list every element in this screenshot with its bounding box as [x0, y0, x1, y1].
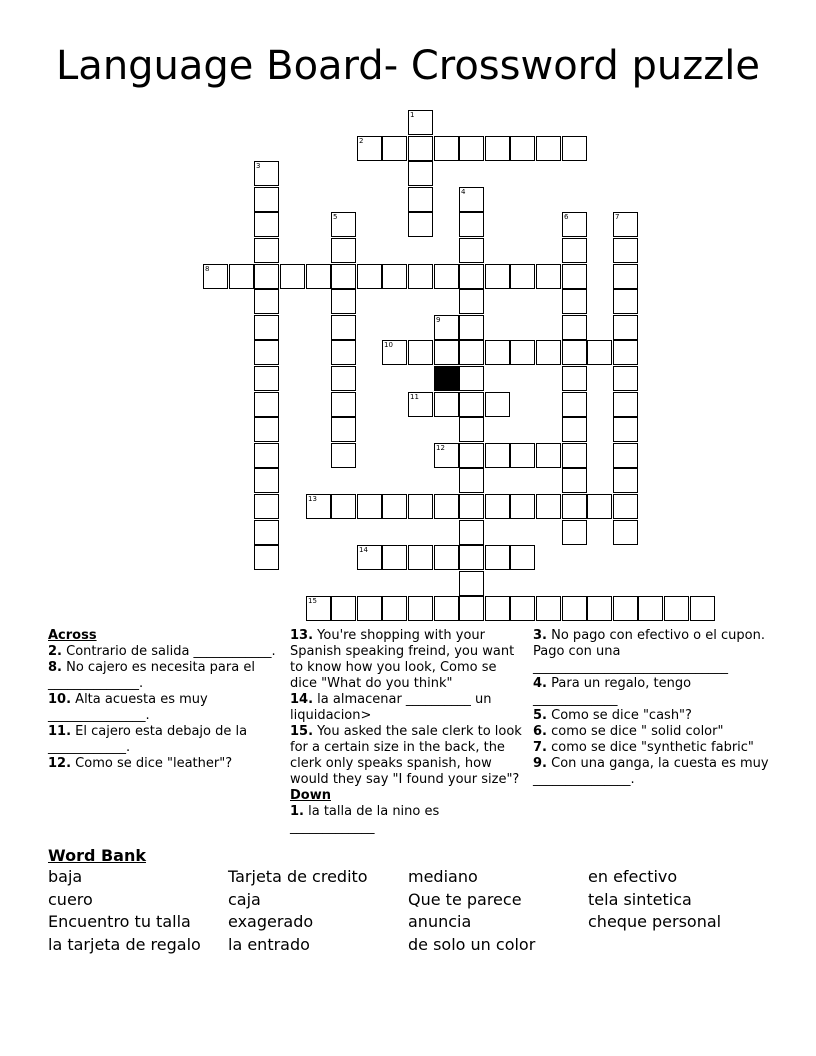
grid-cell[interactable] [459, 340, 484, 365]
clue-down-6: 6. como se dice " solid color" [533, 724, 724, 739]
grid-cell[interactable] [562, 289, 587, 314]
grid-cell[interactable] [459, 264, 484, 289]
grid-cell[interactable] [382, 136, 407, 161]
grid-cell[interactable] [613, 494, 638, 519]
clue-number: 2 [359, 137, 364, 145]
grid-cell[interactable] [331, 417, 356, 442]
clue-number: 7 [615, 213, 620, 221]
clue-number: 6 [564, 213, 569, 221]
clue-number: 11 [410, 393, 419, 401]
grid-cell[interactable] [485, 596, 510, 621]
grid-cell[interactable] [613, 264, 638, 289]
grid-cell[interactable] [408, 494, 433, 519]
grid-cell[interactable] [562, 520, 587, 545]
clue-number: 14 [359, 546, 368, 554]
word-bank-item: Que te parece [408, 889, 522, 909]
word-bank-heading: Word Bank [48, 846, 147, 865]
grid-cell[interactable] [562, 443, 587, 468]
grid-cell[interactable] [510, 443, 535, 468]
grid-cell[interactable] [331, 264, 356, 289]
grid-cell[interactable] [331, 315, 356, 340]
word-bank-item: en efectivo [588, 867, 678, 886]
grid-cell[interactable] [357, 545, 382, 570]
grid-cell[interactable] [510, 596, 535, 621]
word-bank-item: exagerado [228, 912, 314, 932]
grid-cell[interactable] [562, 392, 587, 417]
grid-cell[interactable] [485, 494, 510, 519]
grid-cell[interactable] [331, 289, 356, 314]
grid-cell[interactable] [254, 289, 279, 314]
grid-cell[interactable] [459, 212, 484, 237]
grid-cell[interactable] [254, 212, 279, 237]
clue-across-8: 8. No cajero es necesita para el ______________. [48, 660, 255, 691]
grid-cell[interactable] [613, 417, 638, 442]
grid-cell[interactable] [536, 136, 561, 161]
grid-cell[interactable] [562, 212, 587, 237]
clue-number: 5 [333, 213, 338, 221]
grid-cell[interactable] [562, 264, 587, 289]
grid-cell[interactable] [408, 545, 433, 570]
grid-cell[interactable] [357, 494, 382, 519]
clue-down-5: 5. Como se dice "cash"? [533, 708, 692, 723]
grid-cell[interactable] [331, 366, 356, 391]
grid-cell[interactable] [408, 340, 433, 365]
grid-cell[interactable] [254, 520, 279, 545]
grid-cell[interactable] [382, 596, 407, 621]
clue-number: 15 [308, 597, 317, 605]
grid-cell[interactable] [254, 161, 279, 186]
word-bank-item: cuero [48, 889, 93, 909]
grid-cell[interactable] [459, 571, 484, 596]
grid-cell[interactable] [536, 264, 561, 289]
word-bank-item: tela sintetica [588, 889, 692, 909]
grid-cell[interactable] [562, 340, 587, 365]
grid-cell[interactable] [459, 187, 484, 212]
grid-cell[interactable] [459, 443, 484, 468]
word-bank-column [588, 866, 721, 934]
grid-cell[interactable] [357, 136, 382, 161]
grid-cell[interactable] [587, 596, 612, 621]
word-bank-item: de solo un color [408, 935, 536, 955]
grid-cell[interactable] [459, 417, 484, 442]
grid-cell[interactable] [254, 366, 279, 391]
grid-cell[interactable] [485, 443, 510, 468]
grid-cell[interactable] [562, 136, 587, 161]
grid-cell[interactable] [434, 596, 459, 621]
grid-cell[interactable] [357, 596, 382, 621]
grid-cell[interactable] [408, 264, 433, 289]
grid-cell[interactable] [562, 315, 587, 340]
word-bank-item: baja [48, 867, 83, 886]
grid-cell[interactable] [408, 596, 433, 621]
clue-number: 3 [256, 162, 261, 170]
grid-cell[interactable] [280, 264, 305, 289]
word-bank-item: anuncia [408, 912, 472, 932]
grid-cell[interactable] [459, 596, 484, 621]
grid-cell[interactable] [613, 366, 638, 391]
clues-column-1 [48, 628, 276, 772]
grid-cell[interactable] [510, 264, 535, 289]
clue-down-7: 7. como se dice "synthetic fabric" [533, 740, 754, 755]
clue-down-1: 1. la talla de la nino es _____________ [290, 804, 440, 835]
grid-cell[interactable] [434, 136, 459, 161]
clue-across-14: 14. la almacenar __________ un liquidacion> [290, 692, 492, 723]
across-heading: Across [48, 628, 97, 643]
grid-cell[interactable] [434, 443, 459, 468]
grid-cell[interactable] [203, 264, 228, 289]
grid-cell[interactable] [382, 494, 407, 519]
grid-cell[interactable] [408, 392, 433, 417]
word-bank-item: la entrado [228, 935, 310, 955]
grid-cell[interactable] [613, 340, 638, 365]
grid-cell[interactable] [459, 315, 484, 340]
grid-cell[interactable] [562, 417, 587, 442]
down-heading: Down [290, 788, 331, 803]
grid-cell[interactable] [382, 545, 407, 570]
grid-cell[interactable] [536, 340, 561, 365]
grid-cell[interactable] [485, 340, 510, 365]
grid-cell[interactable] [562, 596, 587, 621]
grid-cell[interactable] [306, 494, 331, 519]
grid-cell[interactable] [485, 545, 510, 570]
clue-number: 12 [436, 444, 445, 452]
grid-cell[interactable] [331, 340, 356, 365]
grid-cell[interactable] [613, 596, 638, 621]
grid-cell[interactable] [613, 212, 638, 237]
grid-cell[interactable] [434, 340, 459, 365]
grid-cell[interactable] [613, 392, 638, 417]
grid-cell[interactable] [510, 494, 535, 519]
word-bank-item: Encuentro tu talla [48, 912, 191, 932]
grid-cell[interactable] [459, 520, 484, 545]
word-bank-item: Tarjeta de credito [228, 867, 368, 886]
clues-column-2 [290, 628, 526, 836]
grid-cell[interactable] [690, 596, 715, 621]
grid-cell[interactable] [331, 443, 356, 468]
grid-cell[interactable] [613, 289, 638, 314]
grid-cell[interactable] [613, 520, 638, 545]
grid-cell[interactable] [536, 494, 561, 519]
grid-cell[interactable] [254, 264, 279, 289]
grid-cell[interactable] [587, 494, 612, 519]
clue-number: 1 [410, 111, 415, 119]
clue-number: 4 [461, 188, 466, 196]
page-title: Language Board- Crossword puzzle [56, 43, 760, 89]
grid-cell[interactable] [562, 468, 587, 493]
word-bank-item: cheque personal [588, 912, 722, 932]
clue-number: 8 [205, 265, 210, 273]
grid-cell[interactable] [459, 494, 484, 519]
grid-cell[interactable] [254, 340, 279, 365]
grid-cell[interactable] [459, 366, 484, 391]
grid-cell[interactable] [613, 238, 638, 263]
clue-number: 13 [308, 495, 317, 503]
grid-cell[interactable] [459, 468, 484, 493]
grid-cell[interactable] [510, 136, 535, 161]
grid-cell[interactable] [510, 545, 535, 570]
grid-cell[interactable] [357, 264, 382, 289]
grid-cell[interactable] [459, 136, 484, 161]
grid-cell[interactable] [408, 110, 433, 135]
clue-down-3: 3. No pago con efectivo o el cupon. Pago con una ______________________________ [533, 628, 765, 675]
grid-cell[interactable] [562, 238, 587, 263]
grid-cell[interactable] [434, 315, 459, 340]
grid-cell[interactable] [254, 494, 279, 519]
grid-cell[interactable] [459, 289, 484, 314]
grid-cell[interactable] [638, 596, 663, 621]
word-bank-item: la tarjeta de regalo [48, 935, 201, 955]
grid-cell[interactable] [331, 238, 356, 263]
grid-cell[interactable] [562, 366, 587, 391]
clue-down-4: 4. Para un regalo, tengo _____________ [533, 676, 692, 707]
grid-cell[interactable] [459, 238, 484, 263]
grid-cell[interactable] [587, 340, 612, 365]
word-bank-item: caja [228, 889, 261, 909]
word-bank-column [48, 866, 201, 957]
word-bank-column [408, 866, 535, 957]
grid-cell[interactable] [613, 315, 638, 340]
clue-across-2: 2. Contrario de salida ____________. [48, 644, 276, 659]
grid-cell[interactable] [459, 545, 484, 570]
grid-cell[interactable] [254, 392, 279, 417]
grid-cell[interactable] [254, 468, 279, 493]
grid-cell[interactable] [331, 596, 356, 621]
black-cell [434, 366, 459, 391]
grid-cell[interactable] [664, 596, 689, 621]
grid-cell[interactable] [510, 340, 535, 365]
grid-cell[interactable] [536, 443, 561, 468]
grid-cell[interactable] [254, 545, 279, 570]
grid-cell[interactable] [382, 264, 407, 289]
clue-across-12: 12. Como se dice "leather"? [48, 756, 233, 771]
grid-cell[interactable] [254, 238, 279, 263]
clue-across-13: 13. You're shopping with your Spanish speaking freind, you want to know how you look, Como se dice "What do you think" [290, 628, 515, 691]
grid-cell[interactable] [434, 264, 459, 289]
grid-cell[interactable] [306, 264, 331, 289]
grid-cell[interactable] [434, 545, 459, 570]
grid-cell[interactable] [331, 392, 356, 417]
clue-across-15: 15. You asked the sale clerk to look for a certain size in the back, the clerk only speaks spanish, how would they say "I found your size"? [290, 724, 522, 787]
grid-cell[interactable] [229, 264, 254, 289]
grid-cell[interactable] [536, 596, 561, 621]
grid-cell[interactable] [331, 494, 356, 519]
grid-cell[interactable] [613, 443, 638, 468]
grid-cell[interactable] [306, 596, 331, 621]
grid-cell[interactable] [434, 494, 459, 519]
grid-cell[interactable] [485, 392, 510, 417]
grid-cell[interactable] [434, 392, 459, 417]
grid-cell[interactable] [408, 187, 433, 212]
clue-across-10: 10. Alta acuesta es muy _______________. [48, 692, 208, 723]
grid-cell[interactable] [613, 468, 638, 493]
clue-down-9: 9. Con una ganga, la cuesta es muy _______________. [533, 756, 769, 787]
clue-number: 10 [384, 341, 393, 349]
grid-cell[interactable] [382, 340, 407, 365]
grid-cell[interactable] [485, 136, 510, 161]
grid-cell[interactable] [254, 315, 279, 340]
grid-cell[interactable] [562, 494, 587, 519]
clue-number: 9 [436, 316, 441, 324]
grid-cell[interactable] [408, 212, 433, 237]
clue-across-11: 11. El cajero esta debajo de la ____________. [48, 724, 248, 755]
grid-cell[interactable] [331, 212, 356, 237]
grid-cell[interactable] [254, 443, 279, 468]
clues-column-3 [533, 628, 773, 788]
grid-cell[interactable] [254, 187, 279, 212]
grid-cell[interactable] [485, 264, 510, 289]
word-bank-column [228, 866, 368, 957]
grid-cell[interactable] [459, 392, 484, 417]
word-bank-item: mediano [408, 867, 478, 886]
grid-cell[interactable] [254, 417, 279, 442]
grid-cell[interactable] [408, 161, 433, 186]
grid-cell[interactable] [408, 136, 433, 161]
